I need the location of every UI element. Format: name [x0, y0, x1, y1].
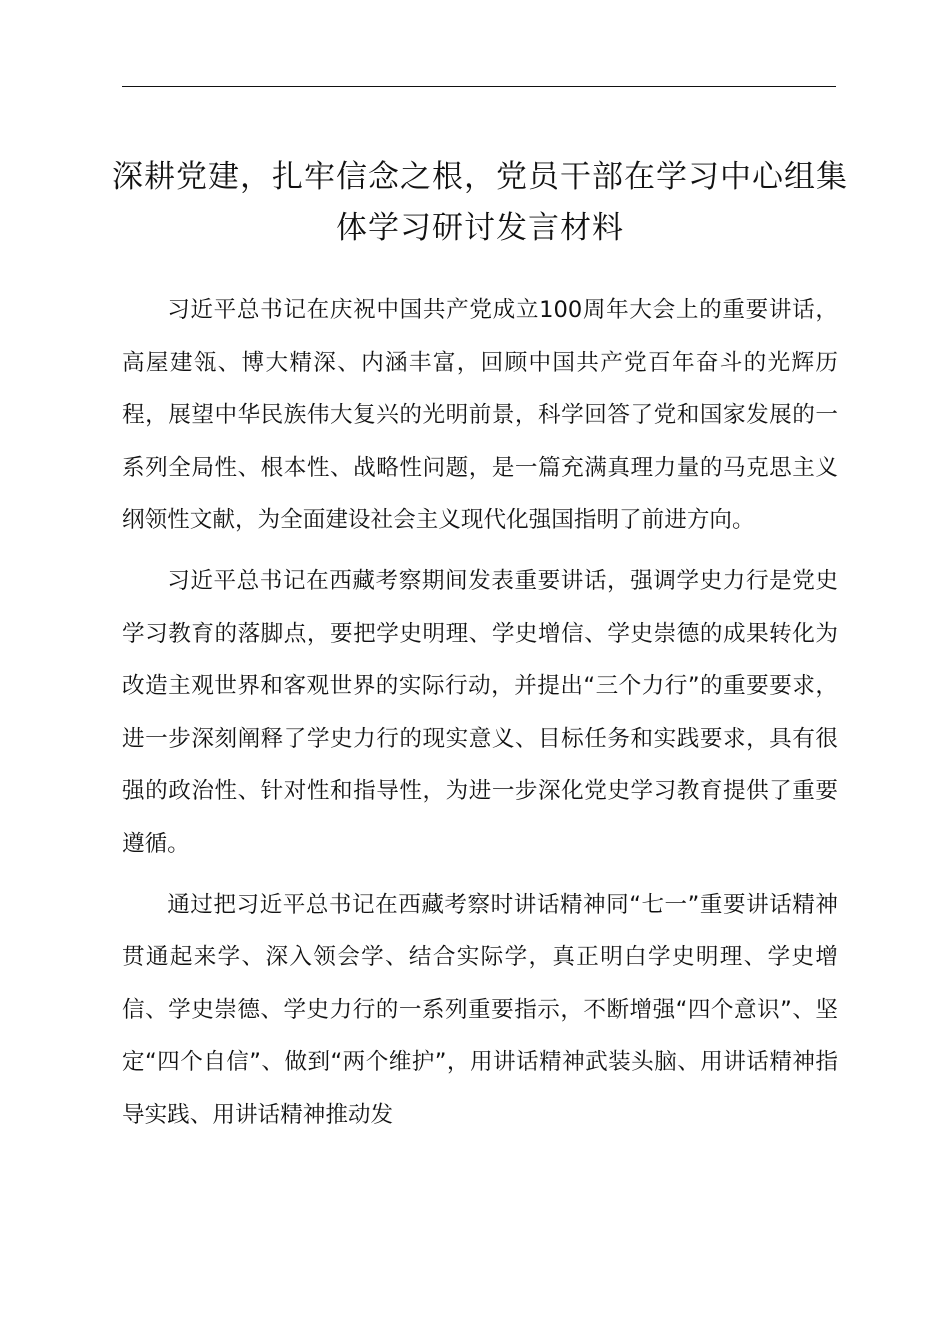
document-body — [122, 284, 838, 1150]
header-rule — [122, 86, 836, 87]
document-title: 深耕党建，扎牢信念之根，党员干部在学习中心组集体学习研讨发言材料 — [112, 159, 848, 246]
body-paragraph: 习近平总书记在庆祝中国共产党成立100周年大会上的重要讲话，高屋建瓴、博大精深、内涵丰富，回顾中国共产党百年奋斗的光辉历程，展望中华民族伟大复兴的光明前景，科学回答了党和国家发展的一系列全局性、根本性、战略性问题，是一篇充满真理力量的马克思主义纲领性文献，为全面建设社会主义现代化强国指明了前进方向。 — [122, 297, 838, 534]
body-paragraph: 通过把习近平总书记在西藏考察时讲话精神同“七一”重要讲话精神贯通起来学、深入领会学、结合实际学，真正明白学史明理、学史增信、学史崇德、学史力行的一系列重要指示，不断增强“四个意识”、坚定“四个自信”、做到“两个维护”，用讲话精神武装头脑、用讲话精神指导实践、用讲话精神推动发 — [122, 891, 838, 1128]
body-paragraph: 习近平总书记在西藏考察期间发表重要讲话，强调学史力行是党史学习教育的落脚点，要把学史明理、学史增信、学史崇德的成果转化为改造主观世界和客观世界的实际行动，并提出“三个力行”的重要要求，进一步深刻阐释了学史力行的现实意义、目标任务和实践要求，具有很强的政治性、针对性和指导性，为进一步深化党史学习教育提供了重要遵循。 — [122, 567, 838, 857]
